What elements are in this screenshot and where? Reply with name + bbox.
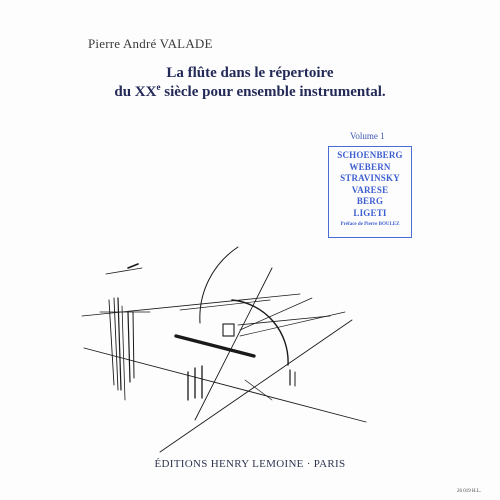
title-line-2-prefix: du XX (114, 84, 157, 100)
catalog-number: 26 019 H.L. (457, 489, 482, 494)
composer-name: BERG (356, 196, 384, 206)
artwork-square (223, 324, 234, 336)
artwork-arc (200, 247, 238, 323)
title-line-1: La flûte dans le répertoire (166, 65, 334, 81)
artwork-line (106, 268, 142, 274)
composer-name: WEBERN (349, 161, 391, 172)
title-line-2-suffix: siècle pour ensemble instrumental. (160, 84, 386, 100)
composer-name: SCHOENBERG (337, 150, 403, 160)
title-line-2-superscript: e (156, 82, 161, 92)
publisher-imprint: ÉDITIONS HENRY LEMOINE · PARIS (154, 458, 346, 470)
author-name: Pierre André VALADE (88, 36, 213, 51)
artwork-line (84, 348, 366, 422)
artwork-line (128, 312, 130, 382)
artwork-arc (232, 300, 288, 365)
artwork-line (245, 380, 272, 400)
volume-label: Volume 1 (350, 131, 385, 141)
artwork-line (238, 316, 330, 325)
composer-name: STRAVINSKY (340, 173, 400, 183)
artwork-line (133, 312, 134, 378)
artwork-thick-line (176, 336, 254, 356)
composer-name: VARESE (351, 184, 389, 195)
artwork-line (122, 306, 125, 400)
artwork-line (128, 264, 138, 268)
composer-name: LIGETI (353, 207, 387, 218)
artwork-line (240, 312, 345, 336)
preface-credit: Préface de Pierre BOULEZ (340, 222, 400, 227)
